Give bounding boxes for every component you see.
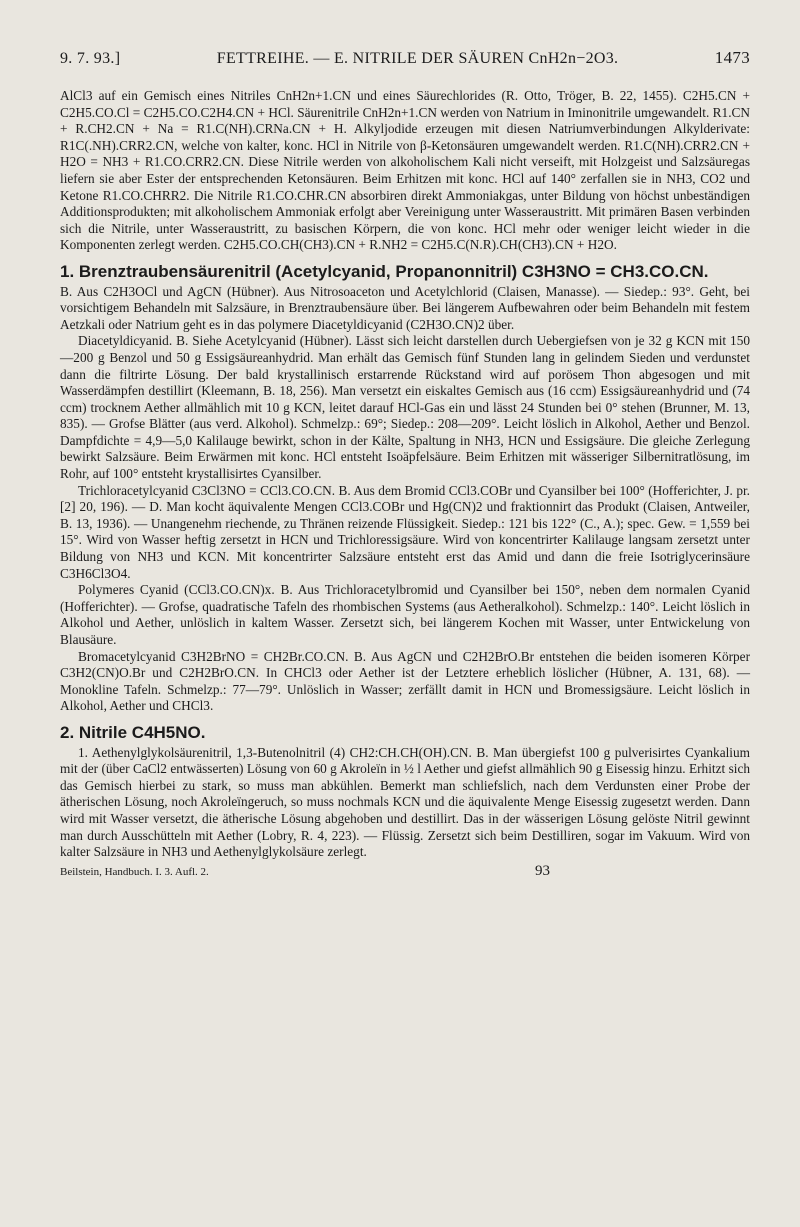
section1-paragraph: Bromacetylcyanid C3H2BrNO = CH2Br.CO.CN. B. Aus AgCN und C2H2BrO.Br entstehen die beiden isomeren Körper C3H2(CN)O.Br und C2H2BrO.CN. In CHCl3 oder Aether ist der Letztere erheblich löslicher (Hübner, A. 131, 68). — Monokline Tafeln. Schmelzp.: 77—79°. Unlöslich in Wasser; zerfällt damit in HCN und Bromessigsäure. Leicht löslich in Alkohol, Aether und CHCl3. — [60, 648, 750, 714]
running-head — [60, 48, 750, 68]
header-title: FETTREIHE. — E. NITRILE DER SÄUREN CnH2n−2O3. — [216, 50, 619, 67]
section-heading-1: 1. Brenztraubensäurenitril (Acetylcyanid, Propanonnitril) C3H3NO = CH3.CO.CN. — [60, 261, 709, 281]
section1-paragraph: Polymeres Cyanid (CCl3.CO.CN)x. B. Aus Trichloracetylbromid und Cyansilber bei 150°, neben dem normalen Cyanid (Hofferichter). — Grofse, quadratische Tafeln des rhombischen Systems (aus Aetheralkohol). Schmelzp.: 140°. Leicht löslich in Alkohol und Aether, unlöslich in kaltem Wasser. Zersetzt sich, bei längerem Kochen mit Wasser, unter Entwickelung von Blausäure. — [60, 582, 750, 647]
section2-paragraph: 1. Aethenylglykolsäurenitril, 1,3-Butenolnitril (4) CH2:CH.CH(OH).CN. B. Man übergiefst 100 g pulverisirtes Cyankalium mit der (über CaCl2 entwässerten) Lösung von 60 g Akroleïn in ½ l Aether und giefst allmählich 90 g Eisessig hinzu. Erhitzt sich das Gemisch hierbei zu stark, so muss man abkühlen. Bemerkt man schliefslich, nach dem Verdunsten einer Probe der ätherischen Lösung, noch Akroleïngeruch, so muss nochmals KCN und die äquivalente Menge Eisessig zugesetzt werden. Dann wird mit Wasser versetzt, die ätherische Lösung abgehoben und destillirt. Das in der wässerigen Lösung gelöste Nitril gewinnt man durch Ausschütteln mit Aether (Lobry, R. 4, 223). — Flüssig. Zersetzt sich beim Destilliren, sogar im Vakuum. Wird von kalter Salzsäure in NH3 und Aethenylglykolsäure zerlegt. — [60, 744, 750, 860]
footer-signature: 93 — [535, 862, 550, 879]
footer-source: Beilstein, Handbuch. I. 3. Aufl. 2. — [60, 865, 209, 878]
intro-paragraph: AlCl3 auf ein Gemisch eines Nitriles CnH2n+1.CN und eines Säurechlorides (R. Otto, Tröger, B. 22, 1455). C2H5.CN + C2H5.CO.Cl = C2H5.CO.C2H4.CN + HCl. Säurenitrile CnH2n+1.CN werden von Natrium in Iminonitrile umgewandelt. R1.CN + R.CH2.CN + Na = R1.C(NH).CRNa.CN + H. Alkyljodide erzeugen mit diesen Natriumverbindungen Alkylderivate: R1C(.NH).CRR2.CN, welche von kalter, konc. HCl in Nitrile von β-Ketonsäuren umgewandelt werden. R1.C(NH).CRR2.CN + H2O = NH3 + R1.CO.CRR2.CN. Diese Nitrile werden von alkoholischem Kali nicht verseift, mit Holzgeist und Salzsäuregas liefern sie aber Ester der entsprechenden Ketonsäuren. Beim Erhitzen mit konc. HCl auf 140° zerfallen sie in NH3, CO2 und Ketone R1.CO.CHRR2. Die Nitrile R1.CO.CHR.CN absorbiren direkt Ammoniakgas, unter Bildung von höchst unbeständigen Additionsprodukten; mit alkoholischem Ammoniak erfolgt aber Vereinigung unter Wasseraustritt. Mit primären Basen verbinden sich die Nitrile, unter Wasseraustritt, zu basischen Körpern, die von konc. HCl mehr oder weniger leicht wieder in die Komponenten zerlegt werden. C2H5.CO.CH(CH3).CN + R.NH2 = C2H5.C(N.R).CH(CH3).CN + H2O. — [60, 88, 750, 253]
header-date-ref: 9. 7. 93.] — [60, 50, 121, 67]
page-footer — [60, 863, 750, 880]
body-text — [60, 88, 750, 861]
page-number: 1473 — [714, 48, 750, 67]
section1-paragraph: Trichloracetylcyanid C3Cl3NO = CCl3.CO.CN. B. Aus dem Bromid CCl3.COBr und Cyansilber bei 100° (Hofferichter, J. pr. [2] 20, 196). — D. Man kocht äquivalente Mengen CCl3.COBr und Hg(CN)2 und fraktionnirt das Produkt (Claisen, Antweiler, B. 13, 1936). — Unangenehm riechende, zu Thränen reizende Flüssigkeit. Siedep.: 121 bis 122° (C., A.); spec. Gew. = 1,559 bei 15°. Wird von Wasser heftig zersetzt in HCN und Trichloressigsäure. Wird von koncentrirter Kalilauge langsam zersetzt unter Bildung von NH3 und KCN. Mit koncentrirter Salzsäure entsteht erst das Amid und dann die freie Isotriglycerinsäure C3H6Cl3O4. — [60, 482, 750, 581]
section-heading-2: 2. Nitrile C4H5NO. — [60, 722, 206, 742]
section1-paragraph: B. Aus C2H3OCl und AgCN (Hübner). Aus Nitrosoaceton und Acetylchlorid (Claisen, Manasse). — Siedep.: 93°. Geht, bei vorsichtigem Behandeln mit Salzsäure, in Brenztraubensäure über. Bei längerem Aufbewahren oder beim Behandeln mit festem Aetzkali oder Natrium geht es in das polymere Diacetyldicyanid (C2H3O.CN)2 über. — [60, 283, 750, 332]
section1-paragraph: Diacetyldicyanid. B. Siehe Acetylcyanid (Hübner). Lässt sich leicht darstellen durch Uebergiefsen von je 32 g KCN mit 150—200 g Benzol und 50 g Essigsäureanhydrid. Man erhält das Gemisch fünf Stunden lang in gelindem Sieden und verdunstet dann die filtrirte Lösung. Der bald krystallinisch erstarrende Rückstand wird auf porösem Thon abgesogen und mit Wasserdämpfen destillirt (Kleemann, B. 18, 256). Man versetzt ein eiskaltes Gemisch aus (16 ccm) Essigsäureanhydrid und (74 ccm) trocknem Aether allmählich mit 10 g KCN, leitet darauf HCl-Gas ein und lässt 24 Stunden bei 0° stehen (Brunner, M. 13, 835). — Grofse Blätter (aus verd. Alkohol). Schmelzp.: 69°; Siedep.: 208—209°. Leicht löslich in Alkohol, Aether und Benzol. Dampfdichte = 4,9—5,0 Kalilauge bewirkt, schon in der Kälte, Spaltung in NH3, HCN und Essigsäure. Die gleiche Zerlegung bewirkt Salzsäure. Beim Erwärmen mit konc. HCl entsteht Isoäpfelsäure. Beim Erhitzen mit wässeriger Silbernitratlösung, im Rohr, auf 100° entsteht krystallisirtes Cyansilber. — [60, 333, 750, 482]
